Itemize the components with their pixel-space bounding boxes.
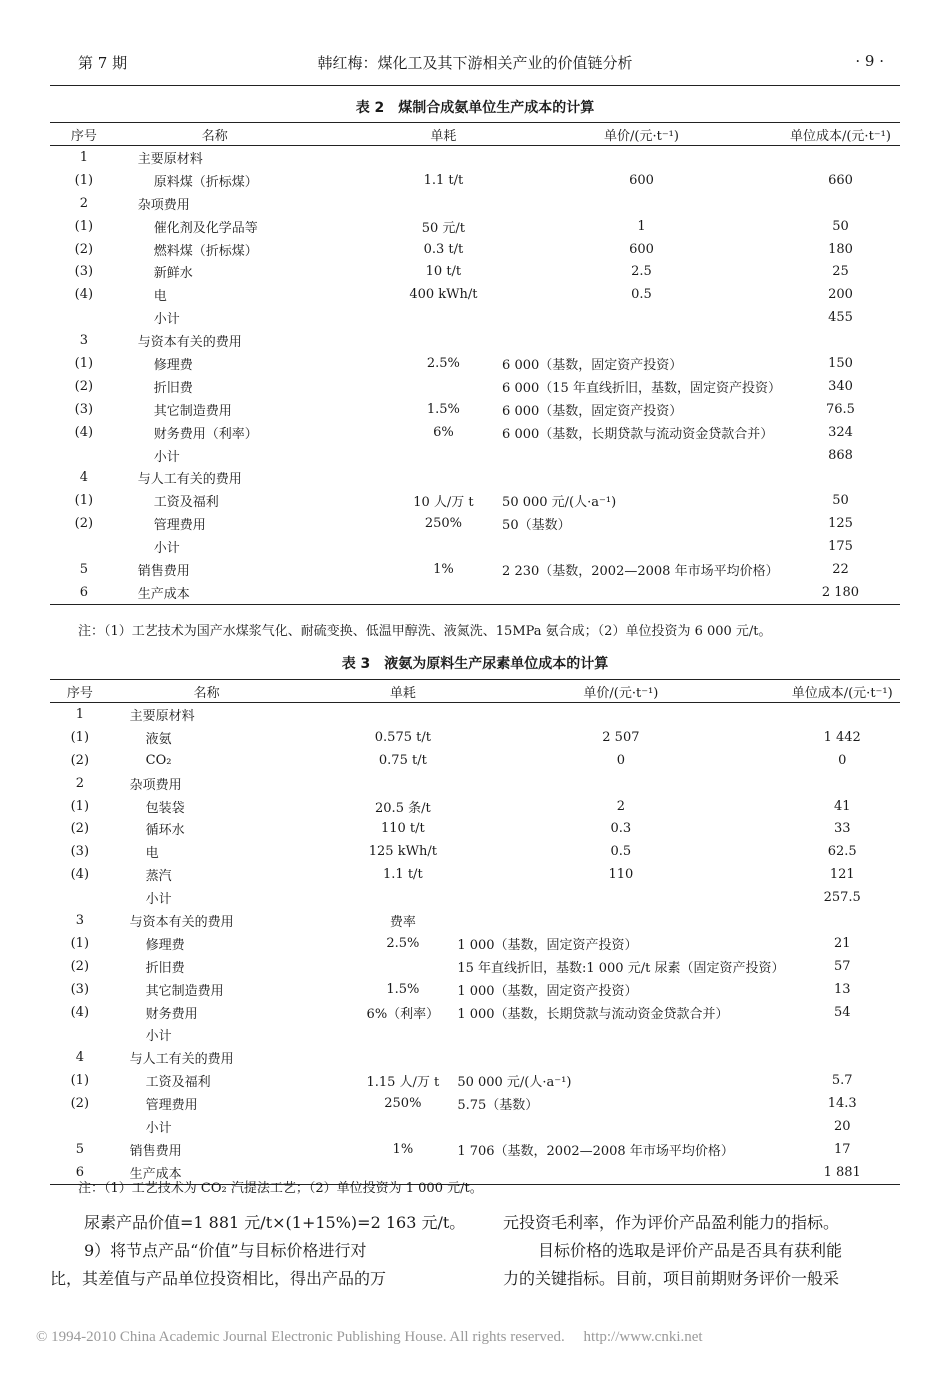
row-number: (1) [70,798,90,814]
table-row [50,421,900,444]
col-header-cost: 单位成本/(元·t⁻¹) [781,123,900,146]
row-cost [784,703,900,726]
row-price: 2 507 [602,729,640,745]
row-consumption: 1% [433,561,454,577]
row-cost [781,466,900,489]
row-name: 小计 [145,1120,172,1136]
row-name: 管理费用 [153,518,206,534]
row-consumption [385,192,502,215]
row-name: 原料煤（折标煤） [153,174,258,190]
table-row [50,955,900,978]
row-consumption: 125 kWh/t [368,844,437,860]
row-name: 与资本有关的费用 [129,914,234,930]
row-price [502,444,781,467]
row-number: (3) [70,844,90,860]
row-cost: 21 [833,935,851,951]
table-row [50,398,900,421]
row-consumption: 0.75 t/t [378,752,427,768]
row-cost [781,192,900,215]
col-header-no: 序号 [50,123,118,146]
row-name: 电 [145,846,159,862]
table-row [50,1069,900,1092]
row-consumption: 1% [392,1141,414,1157]
row-consumption [385,375,502,398]
table-row [50,444,900,467]
table-row [50,535,900,558]
row-consumption: 250% [424,516,462,532]
row-cost: 1 442 [823,729,861,745]
page-header [0,52,950,76]
row-name: 销售费用 [137,563,190,579]
table-row [50,772,900,795]
row-price [457,703,784,726]
row-name: 主要原材料 [129,708,195,724]
issue-label: 第 7 期 [78,54,128,72]
row-cost [781,146,900,169]
row-price [457,909,784,932]
row-cost: 33 [833,821,851,837]
row-consumption: 10 人/万 t [413,495,474,511]
row-cost: 17 [833,1141,851,1157]
row-consumption [385,466,502,489]
table3-header-row [50,680,900,703]
table-row [50,817,900,840]
row-cost [784,1023,900,1046]
row-number: (2) [74,516,94,532]
row-cost: 257.5 [823,890,861,906]
row-number: (1) [74,355,94,371]
row-cost: 660 [828,172,853,188]
row-number: (2) [70,1096,90,1112]
row-number: (1) [70,935,90,951]
table2 [50,122,900,605]
row-name: 小计 [153,312,180,328]
table-row [50,840,900,863]
table2-header-row [50,123,900,146]
row-number: 4 [75,1050,84,1066]
table-row [50,466,900,489]
row-number [50,306,118,329]
table-row [50,795,900,818]
table-row [50,558,900,581]
row-number: 4 [79,470,88,486]
row-consumption [385,146,502,169]
row-cost: 14.3 [827,1096,857,1112]
row-price: 0.3 [610,821,632,837]
table-row [50,1046,900,1069]
row-number: 6 [50,581,118,604]
table3-note: 注：（1）工艺技术为 CO₂ 汽提法工艺；（2）单位投资为 1 000 元/t。 [78,1181,483,1196]
row-number: (2) [70,821,90,837]
row-consumption: 6%（利率） [366,1006,440,1022]
row-number: (2) [74,378,94,394]
row-name: 财务费用（利率） [153,426,258,442]
table-row [50,283,900,306]
row-name: 与资本有关的费用 [137,335,242,351]
row-name: 主要原材料 [137,151,203,167]
row-number: (4) [70,867,90,883]
row-price [502,146,781,169]
row-price: 0.5 [610,844,632,860]
row-consumption: 1.5% [386,981,420,997]
row-cost: 324 [828,424,853,440]
table-row [50,512,900,535]
row-name: 小计 [153,541,180,557]
row-cost: 5.7 [831,1073,853,1089]
copyright-footer: © 1994-2010 China Academic Journal Electronic Publishing House. All rights reserved. http://www.cnki.net [36,1329,703,1345]
row-name: 修理费 [145,937,185,953]
row-name: 生产成本 [118,581,385,604]
table-row [50,909,900,932]
row-number: (1) [74,172,94,188]
body-left-line2: 9）将节点产品“价值”与目标价格进行对 [84,1241,367,1260]
row-price: 600 [629,241,654,257]
body-right-line3: 力的关键指标。目前，项目前期财务评价一般采 [503,1269,840,1288]
table-row [50,703,900,726]
col-header-cost: 单位成本/(元·t⁻¹) [784,680,900,703]
row-cost: 13 [833,981,851,997]
row-consumption [348,955,457,978]
row-name: 小计 [153,449,180,465]
row-consumption: 110 t/t [380,821,425,837]
row-consumption: 6% [433,424,454,440]
row-price [457,772,784,795]
row-consumption: 1.5% [426,401,460,417]
row-price: 6 000（基数，固定资产投资） [502,403,683,419]
row-number: (2) [70,958,90,974]
row-number: 2 [75,775,84,791]
table-row [50,863,900,886]
row-consumption: 0.3 t/t [423,241,464,257]
table-row [50,1115,900,1138]
row-number: 5 [79,561,88,577]
row-price [502,329,781,352]
row-price: 0.5 [631,287,652,303]
row-consumption: 250% [384,1096,422,1112]
row-name: 折旧费 [153,380,193,396]
row-consumption: 50 元/t [421,220,466,236]
row-number: 3 [79,333,88,349]
row-price: 50 000 元/(人·a⁻¹) [457,1075,572,1091]
row-consumption [385,535,502,558]
row-price: 1 000（基数，固定资产投资） [457,983,638,999]
row-name: 包装袋 [145,800,185,816]
row-cost: 121 [829,867,855,883]
row-number: 1 [79,149,88,165]
row-cost: 62.5 [827,844,857,860]
row-price [457,886,784,909]
row-consumption [348,1023,457,1046]
row-cost [784,909,900,932]
row-name: 电 [153,289,167,305]
row-number: (3) [70,981,90,997]
row-number: 5 [75,1141,84,1157]
row-price: 600 [629,172,654,188]
row-price: 2.5 [631,264,652,280]
body-right-line2: 目标价格的选取是评价产品是否具有获利能 [538,1241,843,1260]
table-row [50,169,900,192]
col-header-consumption: 单耗 [385,123,502,146]
col-header-price: 单价/(元·t⁻¹) [457,680,784,703]
row-consumption: 2.5% [386,935,420,951]
row-name: 液氨 [145,731,172,747]
body-left-line1: 尿素产品价值=1 881 元/t×(1+15%)=2 163 元/t。 [84,1213,466,1232]
row-number: (1) [74,493,94,509]
col-header-consumption: 单耗 [348,680,457,703]
row-price: 50（基数） [502,518,571,534]
table-row [50,726,900,749]
table2-body [50,146,900,605]
row-number: (3) [74,264,94,280]
row-cost: 54 [833,1004,851,1020]
row-cost: 180 [828,241,853,257]
row-price [502,535,781,558]
col-header-price: 单价/(元·t⁻¹) [502,123,781,146]
row-name: 与人工有关的费用 [129,1052,234,1068]
row-price: 2 230（基数，2002—2008 年市场平均价格） [502,563,779,579]
row-price: 1 000（基数，固定资产投资） [457,937,638,953]
row-name: 新鲜水 [153,266,193,282]
row-name: CO₂ [145,752,172,768]
body-right-line1: 元投资毛利率，作为评价产品盈利能力的指标。 [503,1213,840,1232]
row-number: (3) [74,401,94,417]
col-header-name: 名称 [110,680,349,703]
row-consumption: 1.1 t/t [423,172,464,188]
row-price: 0 [616,752,626,768]
row-number: (2) [74,241,94,257]
row-consumption [348,1046,457,1069]
row-name: 管理费用 [145,1098,198,1114]
table3 [50,679,900,1185]
row-name: 修理费 [153,357,193,373]
row-price: 1 000（基数，长期贷款与流动资金贷款合并） [457,1006,729,1022]
row-name: 燃料煤（折标煤） [153,243,258,259]
table-row [50,215,900,238]
row-name: 催化剂及化学品等 [153,220,258,236]
row-cost: 175 [828,539,853,555]
row-number: 1 [75,706,84,722]
table3-body [50,703,900,1185]
table-row [50,749,900,772]
row-consumption [385,329,502,352]
row-cost [781,329,900,352]
row-name: 工资及福利 [145,1075,211,1091]
table-row [50,306,900,329]
row-name: 折旧费 [145,960,185,976]
row-name: 循环水 [145,823,185,839]
row-price [457,1115,784,1138]
row-consumption: 400 kWh/t [409,287,478,303]
row-name: 财务费用 [145,1006,198,1022]
table-row [50,260,900,283]
row-price: 6 000（基数，长期贷款与流动资金贷款合并） [502,426,774,442]
row-cost: 200 [828,287,853,303]
row-price: 15 年直线折旧，基数:1 000 元/t 尿素（固定资产投资） [457,960,785,976]
body-left-line3: 比，其差值与产品单位投资相比，得出产品的万 [50,1269,387,1288]
row-number: 6 [50,1161,110,1184]
row-name: 与人工有关的费用 [137,472,242,488]
row-price: 6 000（15 年直线折旧，基数，固定资产投资） [502,380,781,396]
row-consumption: 0.575 t/t [374,729,431,745]
row-number: (2) [70,752,90,768]
table3-title: 表 3 液氨为原料生产尿素单位成本的计算 [341,656,609,672]
row-number [50,886,110,909]
col-header-no: 序号 [50,680,110,703]
row-cost: 455 [828,310,853,326]
table-row [50,1023,900,1046]
row-consumption [385,581,502,604]
table-row [50,1092,900,1115]
row-consumption [348,1115,457,1138]
row-consumption: 1.1 t/t [383,867,423,883]
row-cost [784,772,900,795]
row-name: 其它制造费用 [145,983,224,999]
row-number: (1) [70,729,90,745]
row-consumption: 1.15 人/万 t [366,1075,440,1091]
row-cost: 20 [833,1118,851,1134]
row-cost: 25 [832,264,849,280]
row-number: (4) [70,1004,90,1020]
row-number: (4) [74,424,94,440]
row-price: 6 000（基数，固定资产投资） [502,357,683,373]
row-number [50,1115,110,1138]
row-cost: 50 [832,218,849,234]
row-consumption [385,306,502,329]
table-row [50,146,900,169]
row-cost: 0 [838,752,847,768]
table-row [50,192,900,215]
row-number: (1) [70,1073,90,1089]
table-row [50,978,900,1001]
row-price: 5.75（基数） [457,1098,539,1114]
row-name: 工资及福利 [153,495,219,511]
row-cost: 1 881 [784,1161,900,1184]
row-cost: 150 [828,355,853,371]
row-consumption: 10 t/t [425,264,462,280]
row-name: 其它制造费用 [153,403,232,419]
table-row [50,238,900,261]
row-consumption: 20.5 条/t [375,800,431,816]
row-price [502,581,781,604]
row-cost: 22 [832,561,849,577]
row-consumption [385,444,502,467]
row-name: 蒸汽 [145,869,172,885]
row-cost: 76.5 [826,401,855,417]
row-cost: 41 [833,798,851,814]
row-number [50,1023,110,1046]
row-name: 小计 [145,892,172,908]
table-row [50,932,900,955]
row-price: 1 [637,218,646,234]
row-name: 小计 [145,1029,172,1045]
row-number [50,444,118,467]
table-row [50,886,900,909]
row-cost: 50 [832,493,849,509]
table-row [50,329,900,352]
row-price: 110 [608,867,634,883]
table2-note: 注：（1）工艺技术为国产水煤浆气化、耐硫变换、低温甲醇洗、液氮洗、15MPa 氨合成；（2）单位投资为 6 000 元/t。 [78,624,772,639]
table-row [50,581,900,604]
row-number: (1) [74,218,94,234]
row-consumption [348,886,457,909]
table2-title: 表 2 煤制合成氨单位生产成本的计算 [355,100,595,116]
running-title: 韩红梅：煤化工及其下游相关产业的价值链分析 [317,54,633,72]
row-consumption: 2.5% [426,355,460,371]
row-consumption: 费率 [389,914,416,930]
row-name: 杂项费用 [137,197,190,213]
row-price: 50 000 元/(人·a⁻¹) [502,495,617,511]
row-cost: 868 [828,447,853,463]
row-consumption [348,772,457,795]
row-price: 1 706（基数，2002—2008 年市场平均价格） [457,1143,734,1159]
col-header-name: 名称 [118,123,385,146]
row-name: 生产成本 [110,1161,349,1184]
row-cost: 340 [828,378,853,394]
table-row [50,1138,900,1161]
row-price [502,466,781,489]
row-price [457,1046,784,1069]
row-price [457,1023,784,1046]
row-price [502,192,781,215]
page-number: · 9 · [855,52,884,70]
row-cost: 125 [828,516,853,532]
row-price: 2 [616,798,626,814]
header-rule [50,85,900,86]
row-cost: 57 [833,958,851,974]
row-number: 3 [75,912,84,928]
row-price [502,306,781,329]
row-number: 2 [79,195,88,211]
table-row [50,375,900,398]
row-number: (4) [74,287,94,303]
table-row [50,489,900,512]
row-name: 销售费用 [129,1143,182,1159]
row-name: 杂项费用 [129,777,182,793]
table-row [50,352,900,375]
row-price [457,1161,784,1184]
row-cost: 2 180 [781,581,900,604]
table-row [50,1001,900,1024]
row-consumption [348,703,457,726]
row-number [50,535,118,558]
row-cost [784,1046,900,1069]
